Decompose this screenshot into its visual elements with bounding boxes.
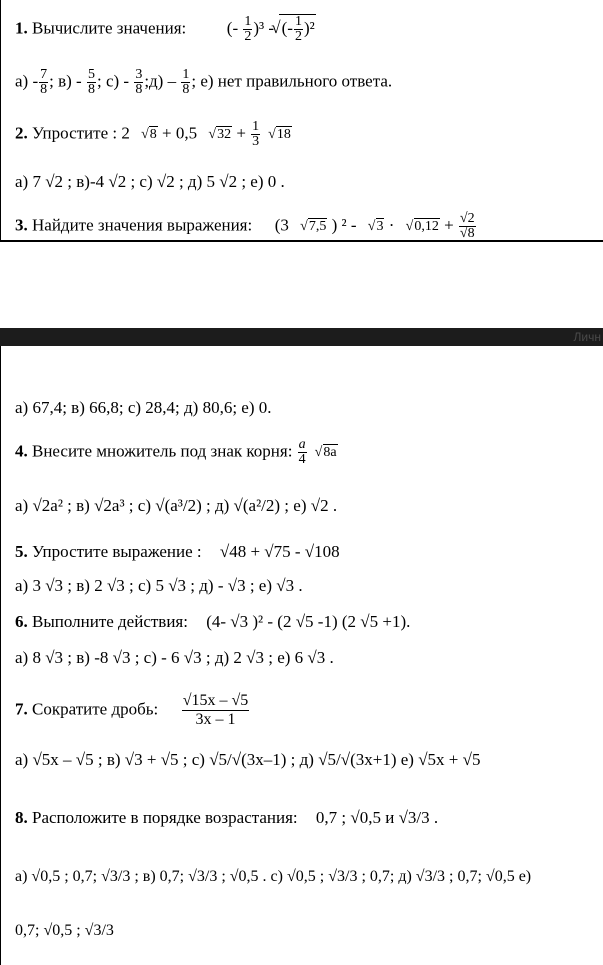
- expr-part: (3: [274, 215, 289, 235]
- fraction: $\frac{√15x - √5}{3x - 1}$: [182, 692, 249, 728]
- root: √ 7,5: [308, 218, 327, 235]
- answers-2: а) 7 √2 ; в)-4 √2 ; с) √2 ; д) 5 √2 ; е) 0 .: [15, 172, 285, 191]
- option-label: а): [15, 71, 29, 91]
- question-text: Выполните действия:: [32, 612, 188, 631]
- answers-8-line-1: а) √0,5 ; 0,7; √3/3 ; в) 0,7; √3/3 ; √0,5 . с) √0,5 ; √3/3 ; 0,7; д) √3/3 ; 0,7; √0,5 е): [15, 868, 532, 885]
- root: √ 8: [149, 126, 158, 143]
- question-text: Упростите : 2: [32, 123, 130, 143]
- question-text: Упростите выражение :: [32, 542, 202, 561]
- question-8: [15, 808, 438, 828]
- option-label: ;д) –: [144, 71, 181, 91]
- expr-part: + 0,5: [162, 123, 198, 143]
- lower-sheet: [0, 346, 603, 965]
- question-1: [15, 14, 316, 44]
- root: √ 32: [216, 126, 232, 143]
- question-number: 2.: [15, 123, 28, 143]
- question-text: Расположите в порядке возрастания:: [32, 808, 298, 827]
- question-text: Вычислите значения:: [32, 18, 187, 38]
- question-number: 6.: [15, 612, 28, 631]
- option-label: ; в) -: [49, 71, 86, 91]
- fraction: $\frac{5}{8}$: [87, 67, 95, 97]
- answers-6: а) 8 √3 ; в) -8 √3 ; с) - 6 √3 ; д) 2 √3 ; е) 6 √3 .: [15, 648, 334, 667]
- question-text: Внесите множитель под знак корня:: [32, 441, 293, 461]
- expr-part: +: [236, 123, 246, 143]
- question-number: 5.: [15, 542, 28, 561]
- option-label: ; е) нет правильного ответа.: [191, 71, 393, 91]
- root: √ 8a: [323, 444, 338, 461]
- fraction: $\frac{1}{3}$: [252, 119, 260, 149]
- fraction: $\frac{√2}{√8}$: [459, 211, 475, 241]
- answers-3: а) 67,4; в) 66,8; с) 28,4; д) 80,6; е) 0.: [15, 398, 272, 417]
- question-number: 7.: [15, 699, 28, 719]
- question-text: Найдите значения выражения:: [32, 215, 253, 235]
- question-text: Сократите дробь:: [32, 699, 159, 719]
- answers-4: а) √2a² ; в) √2a³ ; с) √(a³/2) ; д) √(a²/2) ; е) √2 .: [15, 496, 338, 515]
- expression: 0,7 ; √0,5 и √3/3 .: [315, 808, 439, 827]
- answers-8-line-2: 0,7; √0,5 ; √3/3: [15, 922, 114, 939]
- expr-part: ) ² -: [331, 215, 357, 235]
- answers-5: а) 3 √3 ; в) 2 √3 ; с) 5 √3 ; д) - √3 ; е) √3 .: [15, 576, 303, 595]
- fraction: $\frac{3}{8}$: [135, 67, 143, 97]
- option-label: ; с) -: [96, 71, 134, 91]
- banner-text: Личн: [573, 330, 601, 344]
- question-number: 4.: [15, 441, 28, 461]
- expr-part: +: [444, 215, 454, 235]
- question-number: 8.: [15, 808, 28, 827]
- question-2: [15, 120, 292, 149]
- expression: (4- √3 )² - (2 √5 -1) (2 √5 +1).: [206, 612, 411, 631]
- question-6: [15, 612, 410, 632]
- question-3: [15, 212, 477, 241]
- root: √ 18: [276, 126, 292, 143]
- question-7: [15, 692, 250, 729]
- expr-part: (-: [226, 18, 243, 38]
- question-5: [15, 542, 340, 562]
- answers-1: а) - $\frac{7}{8}$ ; в) - $\frac{5}{8}$ ; с) - $\frac{3}{8}$ ;д) – $\frac{1}{8}$ ; е) нет правильного ответа.: [15, 67, 393, 97]
- upper-sheet: [0, 0, 603, 242]
- question-number: 3.: [15, 215, 28, 235]
- expr-part: ·: [388, 215, 395, 235]
- fraction: $\frac{1}{2}$: [244, 14, 252, 44]
- expression: √48 + √75 - √108: [219, 542, 340, 561]
- expr-part: )³ -: [253, 18, 279, 38]
- fraction: $\frac{a}{4}$: [298, 437, 306, 467]
- dark-banner: [0, 328, 603, 346]
- fraction: $\frac{1}{8}$: [182, 67, 190, 97]
- fraction: $\frac{7}{8}$: [40, 67, 48, 97]
- question-4: [15, 438, 338, 467]
- root: √ 3: [376, 218, 385, 235]
- root: √ (- $\frac{1}{2}$ )²: [279, 14, 315, 44]
- answers-7: а) √5x – √5 ; в) √3 + √5 ; с) √5/√(3x–1) ; д) √5/√(3x+1) е) √5x + √5: [15, 750, 481, 769]
- question-number: 1.: [15, 18, 28, 38]
- root: √ 0,12: [414, 218, 440, 235]
